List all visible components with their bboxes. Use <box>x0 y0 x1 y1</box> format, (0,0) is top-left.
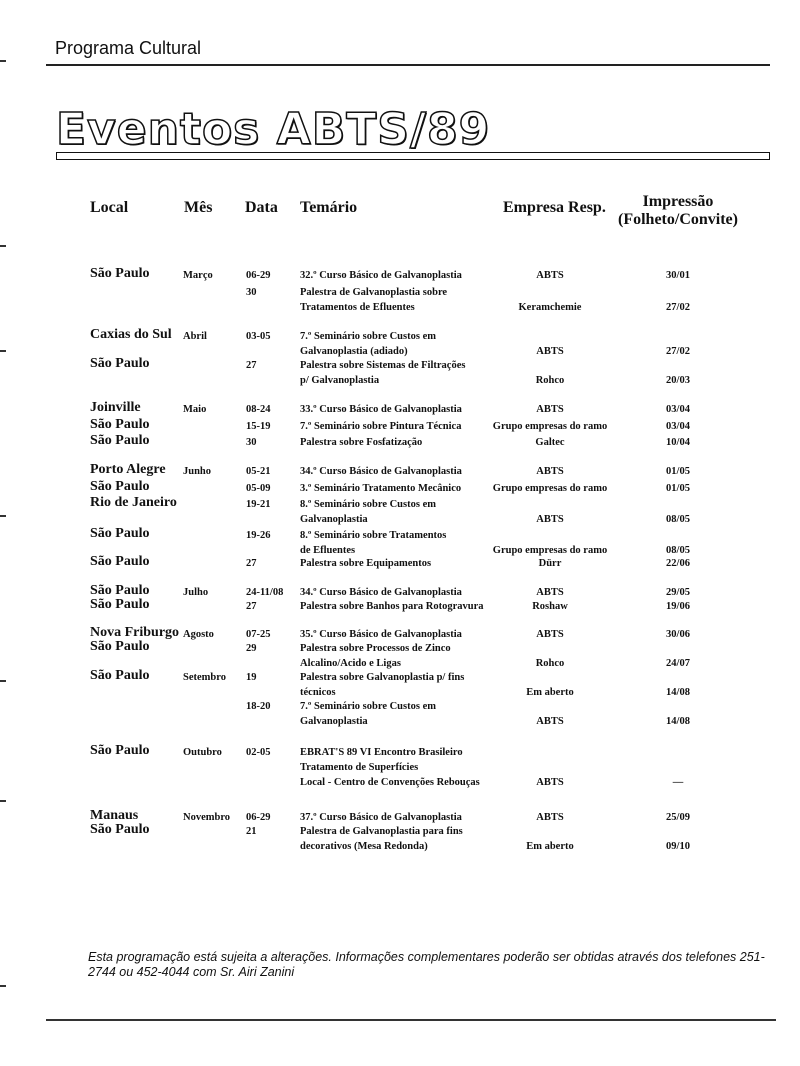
cell-temario-line: Tratamentos de Efluentes <box>300 302 415 313</box>
cell-impressao: 08/05 <box>666 545 690 556</box>
cell-impressao: 27/02 <box>666 346 690 357</box>
cell-local: Manaus <box>90 808 139 823</box>
cell-temario-line: 3.º Seminário Tratamento Mecânico <box>300 483 462 494</box>
header-impressao-line2: (Folheto/Convite) <box>618 211 738 228</box>
cell-empresa: ABTS <box>536 777 564 788</box>
cell-empresa: ABTS <box>536 270 564 281</box>
cell-data: 29 <box>246 643 257 654</box>
cell-local: São Paulo <box>90 433 150 448</box>
cell-data: 05-21 <box>246 466 271 477</box>
cell-local: São Paulo <box>90 554 150 569</box>
cell-empresa: Rohco <box>535 375 565 386</box>
cell-data: 21 <box>246 826 257 837</box>
cell-temario-line: 35.º Curso Básico de Galvanoplastia <box>300 629 462 640</box>
cell-temario-line: 32.º Curso Básico de Galvanoplastia <box>300 270 462 281</box>
cell-temario-line: Palestra de Galvanoplastia para fins <box>300 826 463 837</box>
section-label: Programa Cultural <box>55 38 202 58</box>
cell-data: 19-26 <box>246 530 271 541</box>
cell-mes: Agosto <box>183 629 214 640</box>
cell-impressao: 14/08 <box>666 687 690 698</box>
cell-local: Joinville <box>90 400 141 415</box>
cell-impressao: 24/07 <box>666 658 690 669</box>
cell-data: 06-29 <box>246 270 271 281</box>
cell-temario-line: Palestra sobre Fosfatização <box>300 437 423 448</box>
cell-data: 03-05 <box>246 331 271 342</box>
cell-impressao: 30/06 <box>666 629 690 640</box>
cell-temario-line: Galvanoplastia (adiado) <box>300 346 408 357</box>
cell-impressao: 01/05 <box>666 466 690 477</box>
cell-impressao: 22/06 <box>666 558 690 569</box>
cell-data: 15-19 <box>246 421 271 432</box>
footer-note: Esta programação está sujeita a alterações. Informações complementares poderão ser obtidas através dos telefones 251-2744 ou 452-4044 com Sr. Airi Zanini <box>88 950 765 979</box>
top-rule <box>46 64 770 66</box>
cell-temario-line: de Efluentes <box>300 545 356 556</box>
cell-temario-line: 7.º Seminário sobre Pintura Técnica <box>300 421 462 432</box>
title-underline-bar <box>56 152 770 160</box>
cell-local: Porto Alegre <box>90 462 166 477</box>
cell-impressao: 09/10 <box>666 841 690 852</box>
cell-data: 19-21 <box>246 499 271 510</box>
cell-temario-line: técnicos <box>300 687 336 698</box>
cell-temario-line: EBRAT'S 89 VI Encontro Brasileiro <box>300 747 463 758</box>
cell-temario-line: Palestra sobre Processos de Zinco <box>300 643 451 654</box>
cell-local: São Paulo <box>90 266 150 281</box>
edge-mark <box>0 245 6 247</box>
cell-impressao: 03/04 <box>666 421 690 432</box>
cell-local: São Paulo <box>90 583 150 598</box>
cell-local: Nova Friburgo <box>90 625 180 640</box>
edge-mark <box>0 985 6 987</box>
edge-mark <box>0 60 6 62</box>
cell-empresa: ABTS <box>536 629 564 640</box>
cell-impressao: 30/01 <box>666 270 690 281</box>
cell-temario-line: Alcalino/Acido e Ligas <box>300 658 401 669</box>
cell-mes: Junho <box>183 466 212 477</box>
cell-empresa: Dürr <box>538 558 562 569</box>
cell-empresa: ABTS <box>536 346 564 357</box>
cell-temario-line: Local - Centro de Convenções Rebouças <box>300 777 480 788</box>
cell-empresa: Roshaw <box>532 601 568 612</box>
cell-temario-line: Tratamento de Superfícies <box>300 762 419 773</box>
cell-impressao: 08/05 <box>666 514 690 525</box>
header-empresa: Empresa Resp. <box>503 199 606 216</box>
cell-data: 06-29 <box>246 812 271 823</box>
cell-temario-line: Galvanoplastia <box>300 514 368 525</box>
cell-local: São Paulo <box>90 597 150 612</box>
cell-temario-line: 37.º Curso Básico de Galvanoplastia <box>300 812 462 823</box>
cell-impressao: 03/04 <box>666 404 690 415</box>
page-title: Eventos ABTS/89 <box>56 104 491 155</box>
cell-data: 02-05 <box>246 747 271 758</box>
cell-data: 18-20 <box>246 701 271 712</box>
cell-impressao: 19/06 <box>666 601 690 612</box>
cell-empresa: ABTS <box>536 812 564 823</box>
cell-data: 08-24 <box>246 404 271 415</box>
cell-local: São Paulo <box>90 668 150 683</box>
cell-data: 07-25 <box>246 629 271 640</box>
header-impressao <box>608 193 748 229</box>
cell-empresa: Grupo empresas do ramo <box>492 483 608 494</box>
cell-empresa: ABTS <box>536 716 564 727</box>
cell-mes: Maio <box>183 404 207 415</box>
cell-impressao: 20/03 <box>666 375 690 386</box>
cell-empresa: ABTS <box>536 466 564 477</box>
cell-data: 24-11/08 <box>246 587 284 598</box>
cell-data: 30 <box>246 437 257 448</box>
cell-data: 27 <box>246 601 257 612</box>
cell-impressao: 25/09 <box>666 812 690 823</box>
cell-temario-line: decorativos (Mesa Redonda) <box>300 841 428 852</box>
cell-temario-line: 34.º Curso Básico de Galvanoplastia <box>300 587 462 598</box>
cell-empresa: Em aberto <box>526 687 574 698</box>
cell-empresa: Grupo empresas do ramo <box>492 421 608 432</box>
cell-data: 27 <box>246 558 257 569</box>
cell-temario-line: Palestra sobre Sistemas de Filtrações <box>300 360 466 371</box>
cell-local: São Paulo <box>90 639 150 654</box>
cell-empresa: Grupo empresas do ramo <box>492 545 608 556</box>
cell-temario-line: 33.º Curso Básico de Galvanoplastia <box>300 404 462 415</box>
cell-temario-line: 7.º Seminário sobre Custos em <box>300 331 436 342</box>
cell-mes: Setembro <box>183 672 226 683</box>
header-impressao-line1: Impressão <box>642 193 714 210</box>
cell-mes: Março <box>183 270 213 281</box>
cell-local: São Paulo <box>90 822 150 837</box>
cell-data: 30 <box>246 287 257 298</box>
cell-empresa: ABTS <box>536 404 564 415</box>
cell-impressao: 14/08 <box>666 716 690 727</box>
cell-temario-line: 8.º Seminário sobre Tratamentos <box>300 530 447 541</box>
cell-temario-line: 34.º Curso Básico de Galvanoplastia <box>300 466 462 477</box>
cell-local: São Paulo <box>90 479 150 494</box>
header-temario: Temário <box>300 199 358 216</box>
cell-empresa: ABTS <box>536 587 564 598</box>
cell-temario-line: Galvanoplastia <box>300 716 368 727</box>
edge-mark <box>0 515 6 517</box>
cell-temario-line: Palestra de Galvanoplastia sobre <box>300 287 448 298</box>
cell-local: Caxias do Sul <box>90 327 172 342</box>
cell-temario-line: 8.º Seminário sobre Custos em <box>300 499 436 510</box>
cell-data: 05-09 <box>246 483 271 494</box>
cell-temario-line: Palestra sobre Banhos para Rotogravura <box>300 601 484 612</box>
edge-mark <box>0 800 6 802</box>
header-local: Local <box>90 199 129 216</box>
cell-temario-line: p/ Galvanoplastia <box>300 375 380 386</box>
cell-local: São Paulo <box>90 356 150 371</box>
cell-empresa: Em aberto <box>526 841 574 852</box>
cell-mes: Outubro <box>183 747 222 758</box>
cell-impressao: 10/04 <box>666 437 690 448</box>
cell-temario-line: 7.º Seminário sobre Custos em <box>300 701 436 712</box>
bottom-rule <box>46 1019 776 1021</box>
header-mes: Mês <box>184 199 213 216</box>
cell-empresa: Rohco <box>535 658 565 669</box>
cell-mes: Novembro <box>183 812 231 823</box>
cell-empresa: Keramchemie <box>518 302 582 313</box>
header-data: Data <box>245 199 278 216</box>
cell-local: São Paulo <box>90 417 150 432</box>
cell-impressao: — <box>672 777 684 788</box>
cell-temario-line: Palestra sobre Galvanoplastia p/ fins <box>300 672 465 683</box>
cell-mes: Abril <box>183 331 207 342</box>
cell-empresa: Galtec <box>535 437 565 448</box>
cell-temario-line: Palestra sobre Equipamentos <box>300 558 432 569</box>
cell-data: 19 <box>246 672 257 683</box>
edge-mark <box>0 680 6 682</box>
cell-mes: Julho <box>183 587 209 598</box>
cell-data: 27 <box>246 360 257 371</box>
edge-mark <box>0 350 6 352</box>
cell-impressao: 29/05 <box>666 587 690 598</box>
cell-local: São Paulo <box>90 526 150 541</box>
cell-local: Rio de Janeiro <box>90 495 177 510</box>
cell-empresa: ABTS <box>536 514 564 525</box>
cell-local: São Paulo <box>90 743 150 758</box>
cell-impressao: 27/02 <box>666 302 690 313</box>
cell-impressao: 01/05 <box>666 483 690 494</box>
